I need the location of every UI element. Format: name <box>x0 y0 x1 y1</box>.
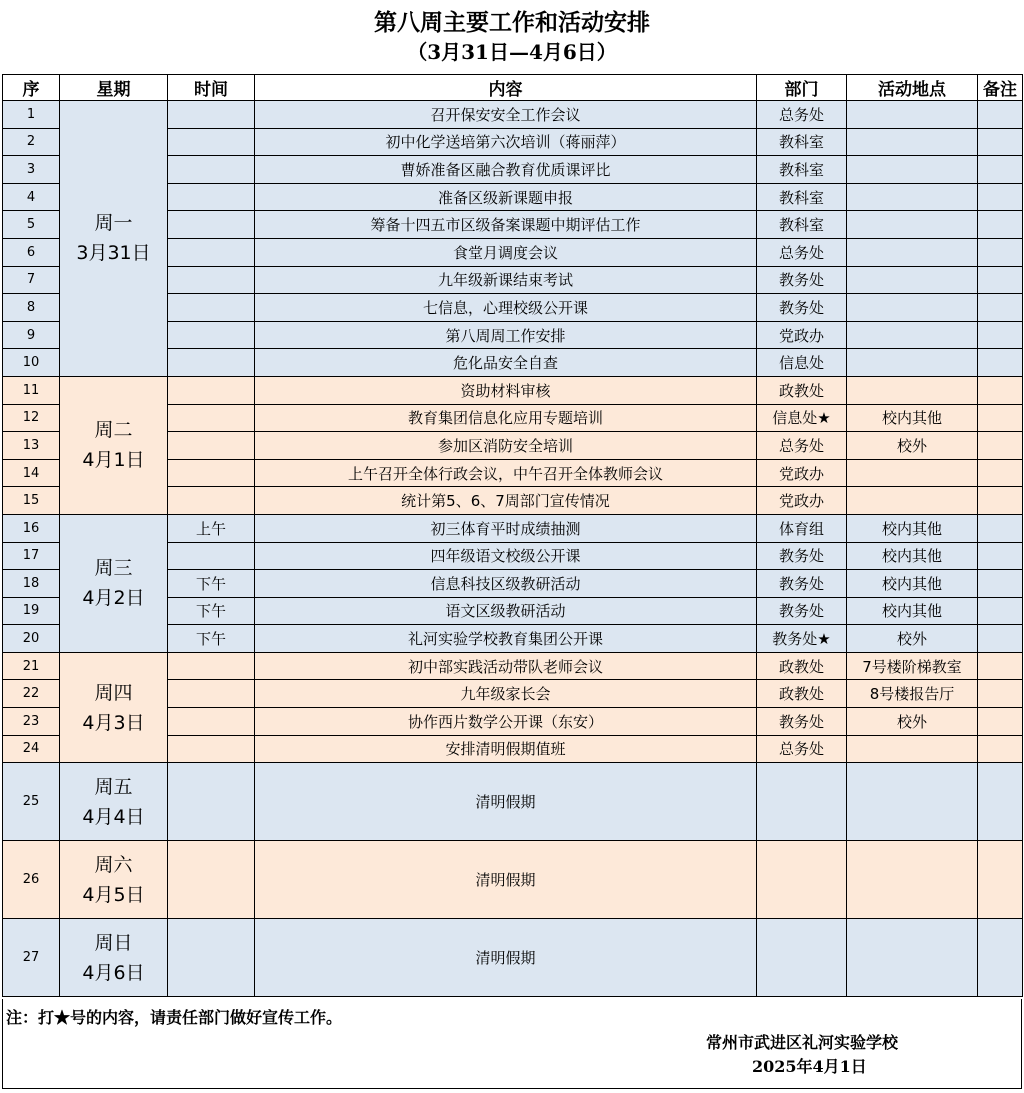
row-content: 参加区消防安全培训 <box>255 432 757 460</box>
weekday-name: 周五 <box>94 775 133 798</box>
row-seq: 11 <box>3 376 60 404</box>
row-remark <box>978 763 1023 841</box>
row-content: 第八周周工作安排 <box>255 321 757 349</box>
row-dept: 总务处 <box>757 238 847 266</box>
row-time <box>168 735 255 763</box>
row-location <box>847 763 978 841</box>
row-remark <box>978 514 1023 542</box>
row-dept: 信息处 <box>757 349 847 377</box>
weekday-cell <box>60 841 168 919</box>
row-time <box>168 211 255 239</box>
row-dept <box>757 841 847 919</box>
row-remark <box>978 376 1023 404</box>
row-dept: 党政办 <box>757 487 847 515</box>
row-time <box>168 156 255 184</box>
row-remark <box>978 238 1023 266</box>
row-seq: 26 <box>3 841 60 919</box>
row-remark <box>978 487 1023 515</box>
header-time: 时间 <box>168 75 255 101</box>
row-remark <box>978 841 1023 919</box>
row-time: 下午 <box>168 625 255 653</box>
row-location <box>847 156 978 184</box>
row-dept: 总务处 <box>757 101 847 129</box>
table-row <box>3 101 1023 129</box>
row-remark <box>978 321 1023 349</box>
row-seq: 15 <box>3 487 60 515</box>
row-time <box>168 841 255 919</box>
row-seq: 24 <box>3 735 60 763</box>
weekday-cell <box>60 919 168 997</box>
row-dept: 教科室 <box>757 128 847 156</box>
row-location <box>847 128 978 156</box>
row-location <box>847 294 978 322</box>
row-seq: 12 <box>3 404 60 432</box>
weekday-cell <box>60 652 168 762</box>
row-location <box>847 101 978 129</box>
row-content: 教育集团信息化应用专题培训 <box>255 404 757 432</box>
row-dept: 教务处 <box>757 266 847 294</box>
row-content: 召开保安安全工作会议 <box>255 101 757 129</box>
row-seq: 6 <box>3 238 60 266</box>
header-location: 活动地点 <box>847 75 978 101</box>
row-location: 校内其他 <box>847 542 978 570</box>
row-location: 校内其他 <box>847 570 978 598</box>
weekday-cell <box>60 101 168 377</box>
row-dept: 总务处 <box>757 735 847 763</box>
row-content: 清明假期 <box>255 841 757 919</box>
row-content: 食堂月调度会议 <box>255 238 757 266</box>
row-content: 四年级语文校级公开课 <box>255 542 757 570</box>
row-remark <box>978 708 1023 736</box>
weekday-date: 4月3日 <box>82 711 145 734</box>
row-time <box>168 487 255 515</box>
weekday-date: 4月6日 <box>82 961 145 984</box>
row-time <box>168 266 255 294</box>
footer-frame-right <box>1021 999 1022 1089</box>
row-remark <box>978 597 1023 625</box>
row-dept: 信息处★ <box>757 404 847 432</box>
row-remark <box>978 652 1023 680</box>
row-seq: 8 <box>3 294 60 322</box>
row-content: 语文区级教研活动 <box>255 597 757 625</box>
row-seq: 19 <box>3 597 60 625</box>
row-dept <box>757 919 847 997</box>
row-location <box>847 459 978 487</box>
row-location: 校外 <box>847 625 978 653</box>
row-seq: 10 <box>3 349 60 377</box>
row-seq: 14 <box>3 459 60 487</box>
header-seq: 序 <box>3 75 60 101</box>
row-dept: 总务处 <box>757 432 847 460</box>
table-row <box>3 652 1023 680</box>
row-location: 校外 <box>847 708 978 736</box>
school-name: 常州市武进区礼河实验学校 <box>706 1033 899 1052</box>
row-dept: 政教处 <box>757 680 847 708</box>
row-dept: 党政办 <box>757 321 847 349</box>
row-content: 上午召开全体行政会议，中午召开全体教师会议 <box>255 459 757 487</box>
row-time <box>168 183 255 211</box>
row-seq: 13 <box>3 432 60 460</box>
row-remark <box>978 183 1023 211</box>
row-time <box>168 542 255 570</box>
row-time <box>168 919 255 997</box>
weekday-cell <box>60 514 168 652</box>
row-location <box>847 919 978 997</box>
row-location <box>847 349 978 377</box>
page-subtitle: （3月31日—4月6日） <box>407 40 617 64</box>
header-row <box>3 75 1023 101</box>
row-remark <box>978 101 1023 129</box>
row-dept: 政教处 <box>757 652 847 680</box>
row-time: 下午 <box>168 597 255 625</box>
row-seq: 3 <box>3 156 60 184</box>
weekday-name: 周六 <box>94 853 133 876</box>
row-seq: 5 <box>3 211 60 239</box>
row-location <box>847 183 978 211</box>
row-remark <box>978 459 1023 487</box>
row-remark <box>978 294 1023 322</box>
weekday-date: 4月1日 <box>82 449 145 472</box>
row-time: 上午 <box>168 514 255 542</box>
row-remark <box>978 432 1023 460</box>
row-time <box>168 238 255 266</box>
row-remark <box>978 542 1023 570</box>
row-content: 危化品安全自查 <box>255 349 757 377</box>
row-time <box>168 652 255 680</box>
row-remark <box>978 404 1023 432</box>
header-dept: 部门 <box>757 75 847 101</box>
row-location <box>847 376 978 404</box>
row-content: 协作西片数学公开课（东安） <box>255 708 757 736</box>
weekday-name: 周一 <box>94 212 133 235</box>
row-remark <box>978 128 1023 156</box>
row-seq: 7 <box>3 266 60 294</box>
footer-frame-bottom <box>2 1088 1022 1089</box>
row-content: 九年级家长会 <box>255 680 757 708</box>
table-row <box>3 514 1023 542</box>
row-dept: 教务处 <box>757 570 847 598</box>
row-dept: 教科室 <box>757 156 847 184</box>
row-content: 准备区级新课题申报 <box>255 183 757 211</box>
row-dept: 教务处★ <box>757 625 847 653</box>
table-row <box>3 376 1023 404</box>
row-location: 校外 <box>847 432 978 460</box>
row-content: 统计第5、6、7周部门宣传情况 <box>255 487 757 515</box>
row-location <box>847 321 978 349</box>
weekday-name: 周日 <box>94 931 133 954</box>
row-time <box>168 349 255 377</box>
weekday-date: 4月5日 <box>82 883 145 906</box>
row-seq: 4 <box>3 183 60 211</box>
row-remark <box>978 211 1023 239</box>
row-seq: 27 <box>3 919 60 997</box>
row-seq: 2 <box>3 128 60 156</box>
row-remark <box>978 625 1023 653</box>
header-remark: 备注 <box>978 75 1023 101</box>
row-time <box>168 404 255 432</box>
row-dept: 教务处 <box>757 597 847 625</box>
row-dept: 体育组 <box>757 514 847 542</box>
row-location: 7号楼阶梯教室 <box>847 652 978 680</box>
row-location: 校内其他 <box>847 404 978 432</box>
row-dept: 教务处 <box>757 542 847 570</box>
row-seq: 9 <box>3 321 60 349</box>
row-dept <box>757 763 847 841</box>
row-content: 曹娇准备区融合教育优质课评比 <box>255 156 757 184</box>
row-content: 初三体育平时成绩抽测 <box>255 514 757 542</box>
row-content: 七信息，心理校级公开课 <box>255 294 757 322</box>
row-content: 筹备十四五市区级备案课题中期评估工作 <box>255 211 757 239</box>
row-dept: 政教处 <box>757 376 847 404</box>
weekday-name: 周二 <box>94 419 133 442</box>
row-seq: 16 <box>3 514 60 542</box>
row-content: 初中部实践活动带队老师会议 <box>255 652 757 680</box>
row-content: 信息科技区级教研活动 <box>255 570 757 598</box>
row-dept: 教务处 <box>757 294 847 322</box>
row-time <box>168 459 255 487</box>
weekday-cell <box>60 376 168 514</box>
row-time <box>168 376 255 404</box>
weekday-name: 周三 <box>94 557 133 580</box>
row-location: 校内其他 <box>847 514 978 542</box>
row-remark <box>978 570 1023 598</box>
table-row <box>3 919 1023 997</box>
row-seq: 20 <box>3 625 60 653</box>
row-seq: 23 <box>3 708 60 736</box>
row-content: 礼河实验学校教育集团公开课 <box>255 625 757 653</box>
row-content: 清明假期 <box>255 763 757 841</box>
row-seq: 1 <box>3 101 60 129</box>
row-dept: 党政办 <box>757 459 847 487</box>
weekday-date: 4月2日 <box>82 587 145 610</box>
row-location: 校内其他 <box>847 597 978 625</box>
footnote: 注：打★号的内容，请责任部门做好宣传工作。 <box>6 1008 343 1027</box>
row-time <box>168 708 255 736</box>
row-time <box>168 763 255 841</box>
row-time <box>168 321 255 349</box>
row-remark <box>978 919 1023 997</box>
row-dept: 教科室 <box>757 211 847 239</box>
row-time <box>168 128 255 156</box>
weekday-cell <box>60 763 168 841</box>
row-remark <box>978 266 1023 294</box>
row-seq: 21 <box>3 652 60 680</box>
row-location <box>847 735 978 763</box>
row-time: 下午 <box>168 570 255 598</box>
row-remark <box>978 156 1023 184</box>
row-remark <box>978 680 1023 708</box>
footer-frame-left <box>2 999 3 1089</box>
schedule-table <box>2 74 1023 997</box>
row-seq: 18 <box>3 570 60 598</box>
row-seq: 17 <box>3 542 60 570</box>
row-location <box>847 266 978 294</box>
row-location <box>847 487 978 515</box>
row-content: 清明假期 <box>255 919 757 997</box>
row-content: 九年级新课结束考试 <box>255 266 757 294</box>
weekday-date: 4月4日 <box>82 805 145 828</box>
issue-date: 2025年4月1日 <box>752 1057 867 1076</box>
row-location <box>847 211 978 239</box>
header-content: 内容 <box>255 75 757 101</box>
row-seq: 22 <box>3 680 60 708</box>
weekday-name: 周四 <box>94 681 133 704</box>
row-seq: 25 <box>3 763 60 841</box>
row-content: 初中化学送培第六次培训（蒋丽萍） <box>255 128 757 156</box>
row-location: 8号楼报告厅 <box>847 680 978 708</box>
row-location <box>847 238 978 266</box>
row-time <box>168 294 255 322</box>
page-title: 第八周主要工作和活动安排 <box>374 9 650 36</box>
table-row <box>3 841 1023 919</box>
row-remark <box>978 735 1023 763</box>
row-time <box>168 680 255 708</box>
row-dept: 教科室 <box>757 183 847 211</box>
row-content: 资助材料审核 <box>255 376 757 404</box>
row-time <box>168 432 255 460</box>
table-row <box>3 763 1023 841</box>
weekday-date: 3月31日 <box>76 242 151 265</box>
row-time <box>168 101 255 129</box>
row-dept: 教务处 <box>757 708 847 736</box>
header-weekday: 星期 <box>60 75 168 101</box>
row-content: 安排清明假期值班 <box>255 735 757 763</box>
row-location <box>847 841 978 919</box>
row-remark <box>978 349 1023 377</box>
